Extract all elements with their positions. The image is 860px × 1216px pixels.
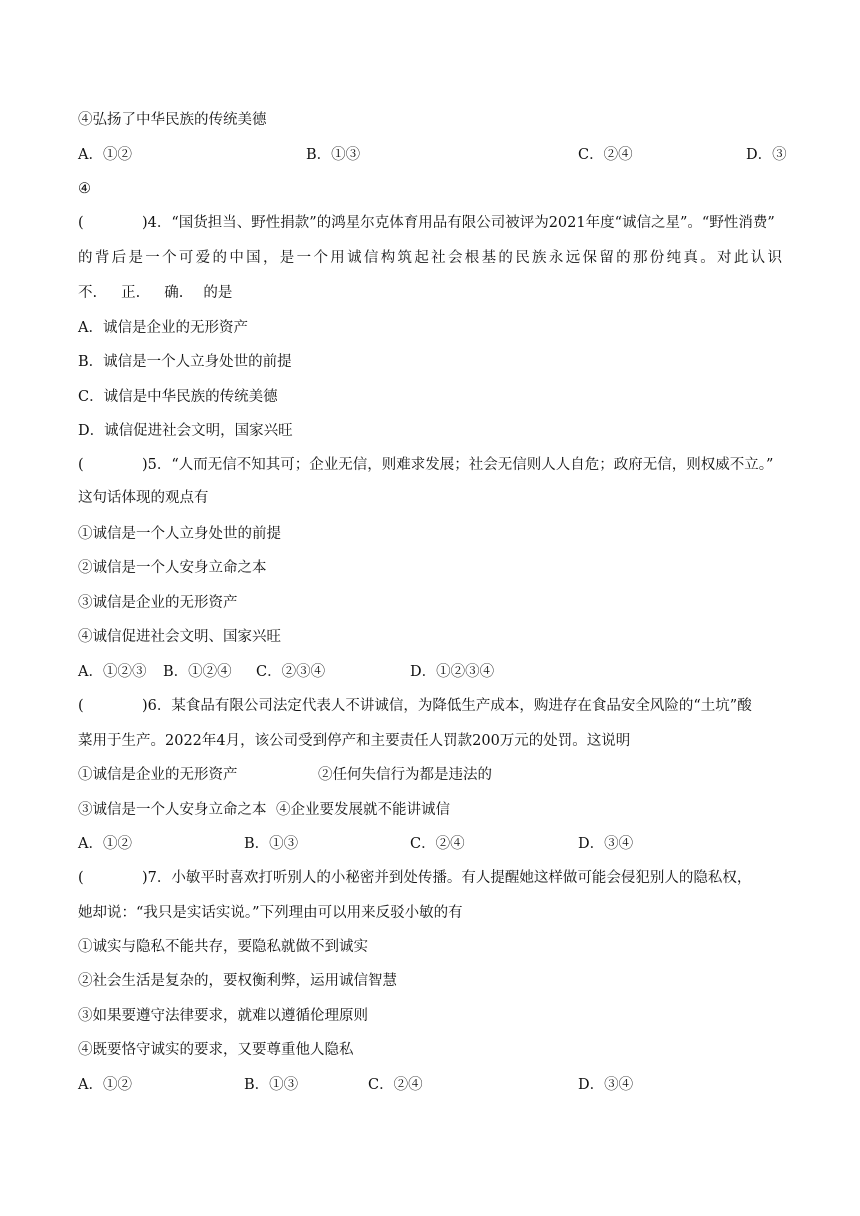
q3-option-d-wrap: ④ xyxy=(78,181,91,197)
q5-option-d[interactable]: D．①②③④ xyxy=(410,664,495,680)
q3-option-d[interactable]: D．③ xyxy=(746,147,787,163)
q3-item-4: ④弘扬了中华民族的传统美德 xyxy=(78,112,267,128)
q3-option-a[interactable]: A．①② xyxy=(78,147,132,163)
q5-item-3: ③诚信是企业的无形资产 xyxy=(78,595,238,611)
q5-item-2: ②诚信是一个人安身立命之本 xyxy=(78,560,267,576)
q7-item-1: ①诚实与隐私不能共存，要隐私就做不到诚实 xyxy=(78,939,368,955)
q4-stem-line-1: ( )4．“国货担当、野性捐款”的鸿星尔克体育用品有限公司被评为2021年度“诚信之星”。“野性消费” xyxy=(78,215,775,231)
q7-stem-line-2: 她却说：“我只是实话实说。”下列理由可以用来反驳小敏的有 xyxy=(78,905,463,921)
q6-item-1: ①诚信是企业的无形资产 xyxy=(78,767,238,783)
q5-item-1: ①诚信是一个人立身处世的前提 xyxy=(78,526,281,542)
q4-stem-line-2: 的背后是一个可爱的中国，是一个用诚信构筑起社会根基的民族永远保留的那份纯真。对此认识 xyxy=(78,250,782,266)
q7-stem-line-1: ( )7．小敏平时喜欢打听别人的小秘密并到处传播。有人提醒她这样做可能会侵犯别人的隐私权， xyxy=(78,870,752,886)
answer-blank[interactable]: ( xyxy=(78,698,84,714)
answer-blank[interactable]: ( xyxy=(78,457,84,473)
q7-item-4: ④既要恪守诚实的要求，又要尊重他人隐私 xyxy=(78,1042,354,1058)
answer-blank[interactable]: ( xyxy=(78,215,84,231)
q5-item-4: ④诚信促进社会文明、国家兴旺 xyxy=(78,629,281,645)
q6-option-c[interactable]: C．②④ xyxy=(410,836,465,852)
q4-option-d[interactable]: D．诚信促进社会文明，国家兴旺 xyxy=(78,423,293,439)
q6-option-a[interactable]: A．①② xyxy=(78,836,132,852)
q6-option-b[interactable]: B．①③ xyxy=(244,836,299,852)
q6-item-2: ②任何失信行为都是违法的 xyxy=(318,767,492,783)
q5-option-a[interactable]: A．①②③ xyxy=(78,664,147,680)
q4-option-a[interactable]: A．诚信是企业的无形资产 xyxy=(78,320,248,336)
q7-option-a[interactable]: A．①② xyxy=(78,1077,132,1093)
q4-option-b[interactable]: B．诚信是一个人立身处世的前提 xyxy=(78,354,292,370)
q7-item-2: ②社会生活是复杂的，要权衡利弊，运用诚信智慧 xyxy=(78,973,397,989)
q3-option-c[interactable]: C．②④ xyxy=(578,147,633,163)
q6-option-d[interactable]: D．③④ xyxy=(578,836,634,852)
q5-option-c[interactable]: C．②③④ xyxy=(256,664,326,680)
q5-option-b[interactable]: B．①②④ xyxy=(163,664,232,680)
q7-option-c[interactable]: C．②④ xyxy=(368,1077,423,1093)
q5-stem-line-2: 这句话体现的观点有 xyxy=(78,490,209,506)
q4-option-c[interactable]: C．诚信是中华民族的传统美德 xyxy=(78,389,278,405)
q7-option-d[interactable]: D．③④ xyxy=(578,1077,634,1093)
q6-item-3: ③诚信是一个人安身立命之本 xyxy=(78,802,267,818)
answer-blank[interactable]: ( xyxy=(78,870,84,886)
q6-item-4: ④企业要发展就不能讲诚信 xyxy=(276,802,450,818)
q4-emphasis: 不. 正. 确. 的是 xyxy=(78,285,233,301)
q3-option-b[interactable]: B．①③ xyxy=(306,147,361,163)
q7-item-3: ③如果要遵守法律要求，就难以遵循伦理原则 xyxy=(78,1008,368,1024)
q6-stem-line-2: 菜用于生产。2022年4月，该公司受到停产和主要责任人罚款200万元的处罚。这说明 xyxy=(78,733,631,749)
q5-stem-line-1: ( )5．“人而无信不知其可；企业无信，则难求发展；社会无信则人人自危；政府无信，则权威不立。” xyxy=(78,457,774,473)
q6-stem-line-1: ( )6．某食品有限公司法定代表人不讲诚信，为降低生产成本，购进存在食品安全风险的“土坑”酸 xyxy=(78,698,752,714)
q7-option-b[interactable]: B．①③ xyxy=(244,1077,299,1093)
